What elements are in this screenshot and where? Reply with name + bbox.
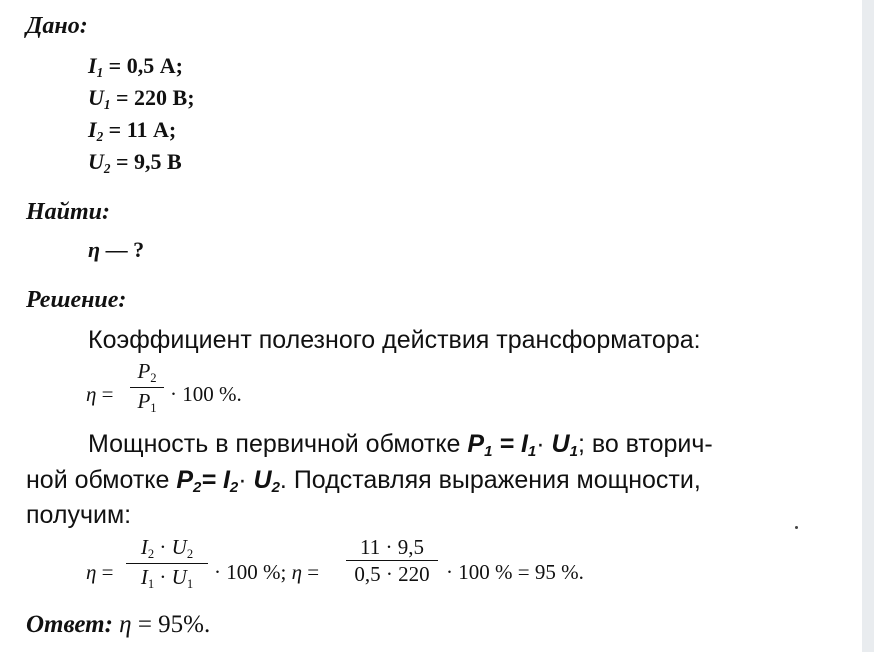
formula2-fraction-2: 11 · 9,5 0,5 · 220 [346,536,438,585]
solution-line-4: получим: [26,501,132,529]
scan-speck [795,526,798,529]
page-edge [862,0,874,652]
answer-heading: Ответ: [26,611,113,638]
formula2-fraction-1: $I_2 \cdot U_2$ $I_1 \cdot U_1$ [126,536,208,591]
fraction-bar [130,387,164,388]
fraction-bar [126,563,208,564]
answer-line: Ответ: η = 95%. [26,611,211,638]
find-heading: Найти: [26,199,111,225]
given-heading: Дано: [26,13,88,39]
formula2-tail: · 100 % = 95 %. [446,560,584,584]
fraction-bar [346,560,438,561]
solution-line-2: Мощность в первичной обмотке $P_1 = I_1\cdot U_1$; во вторич- [88,430,713,460]
given-item-i2: $I_2 = 11$ А; [88,117,177,144]
solution-line-3: ной обмотке $P_2= I_2\cdot U_2$. Подставляя выражения мощности, [26,466,701,496]
formula1-fraction: $P_2$ $P_1$ [130,360,164,415]
solution-line-1: Коэффициент полезного действия трансформатора: [88,326,701,354]
given-item-u1: $U_1 = 220$ В; [88,85,195,112]
formula2-lhs: η = [86,560,114,584]
formula1-tail: · 100 %. [170,382,242,406]
given-item-u2: $U_2 = 9,5$ В [88,149,182,176]
solution-heading: Решение: [26,287,127,313]
find-item: η — ? [88,237,145,262]
formula1-lhs: η = [86,382,114,406]
formula2-mid: · 100 %; η = [214,560,320,584]
given-item-i1: $I_1 = 0,5$ А; [88,53,183,80]
